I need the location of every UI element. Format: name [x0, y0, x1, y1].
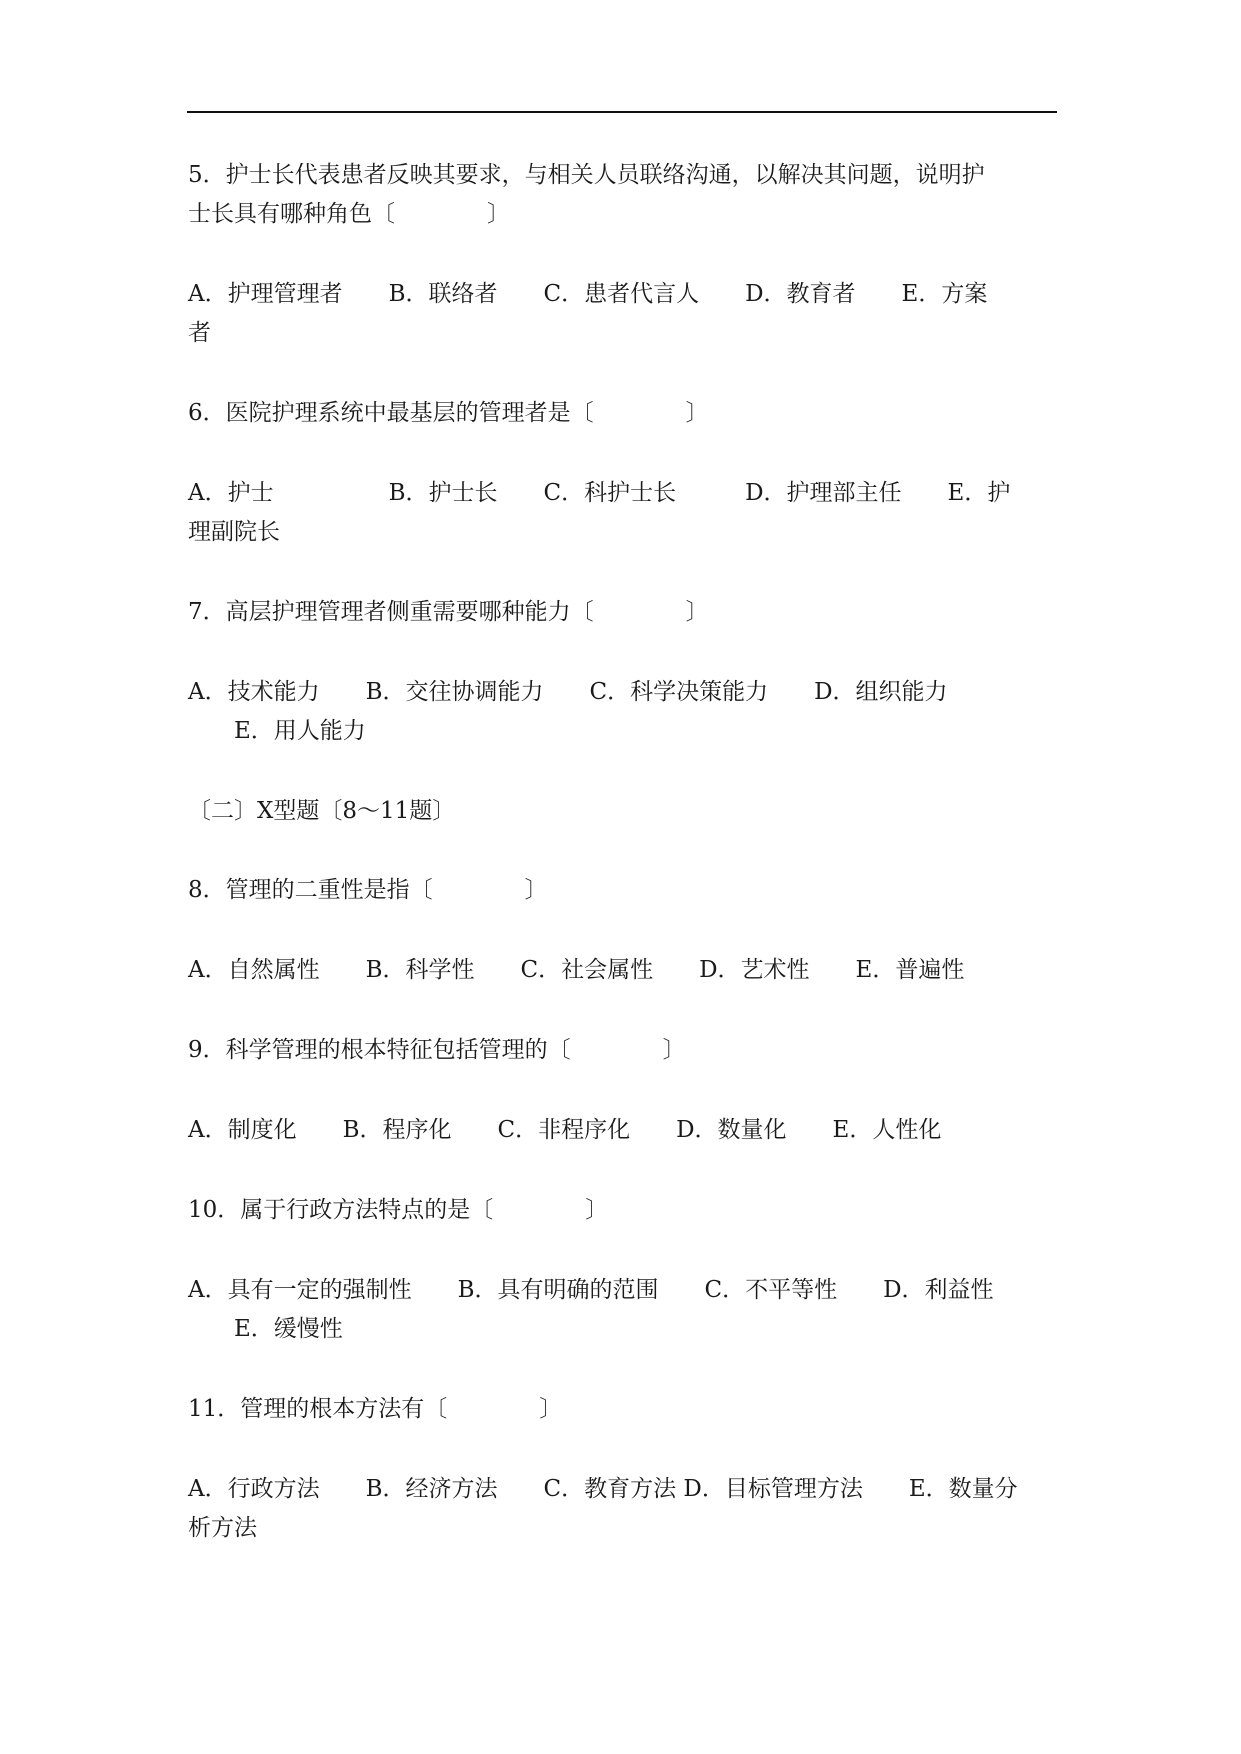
question-5-line-2: 士长具有哪种角色〔 〕 [188, 201, 510, 227]
question-7-options-line-2: E．用人能力 [188, 718, 366, 744]
question-8-line-1: 8．管理的二重性是指〔 〕 [188, 877, 548, 903]
question-11-options-line-2: 析方法 [188, 1515, 257, 1541]
question-11-line-1: 11．管理的根本方法有〔 〕 [188, 1396, 563, 1422]
question-10-options-line-2: E．缓慢性 [188, 1316, 343, 1342]
question-5-options-line-2: 者 [188, 320, 211, 346]
question-7-line-1: 7．高层护理管理者侧重需要哪种能力〔 〕 [188, 599, 709, 625]
question-7-options-line-1: A．技术能力 B．交往协调能力 C．科学决策能力 D．组织能力 [188, 679, 948, 705]
question-10-line-1: 10．属于行政方法特点的是〔 〕 [188, 1197, 609, 1223]
question-10-options-line-1: A．具有一定的强制性 B．具有明确的范围 C．不平等性 D．利益性 [188, 1277, 994, 1303]
question-5-options-line-1: A．护理管理者 B．联络者 C．患者代言人 D．教育者 E．方案 [188, 281, 988, 307]
header-rule [187, 111, 1057, 113]
question-9-options-line-1: A．制度化 B．程序化 C．非程序化 D．数量化 E．人性化 [188, 1117, 942, 1143]
question-5-line-1: 5．护士长代表患者反映其要求，与相关人员联络沟通，以解决其问题，说明护 [188, 162, 985, 188]
question-8-options-line-1: A．自然属性 B．科学性 C．社会属性 D．艺术性 E．普遍性 [188, 957, 965, 983]
question-6-options-line-1: A．护士 B．护士长 C．科护士长 D．护理部主任 E．护 [188, 480, 1011, 506]
section-heading: 〔二〕X型题〔8～11题〕 [188, 798, 456, 824]
question-9-line-1: 9．科学管理的根本特征包括管理的〔 〕 [188, 1037, 686, 1063]
question-11-options-line-1: A．行政方法 B．经济方法 C．教育方法 D．目标管理方法 E．数量分 [188, 1476, 1018, 1502]
question-6-options-line-2: 理副院长 [188, 519, 280, 545]
question-6-line-1: 6．医院护理系统中最基层的管理者是〔 〕 [188, 400, 709, 426]
